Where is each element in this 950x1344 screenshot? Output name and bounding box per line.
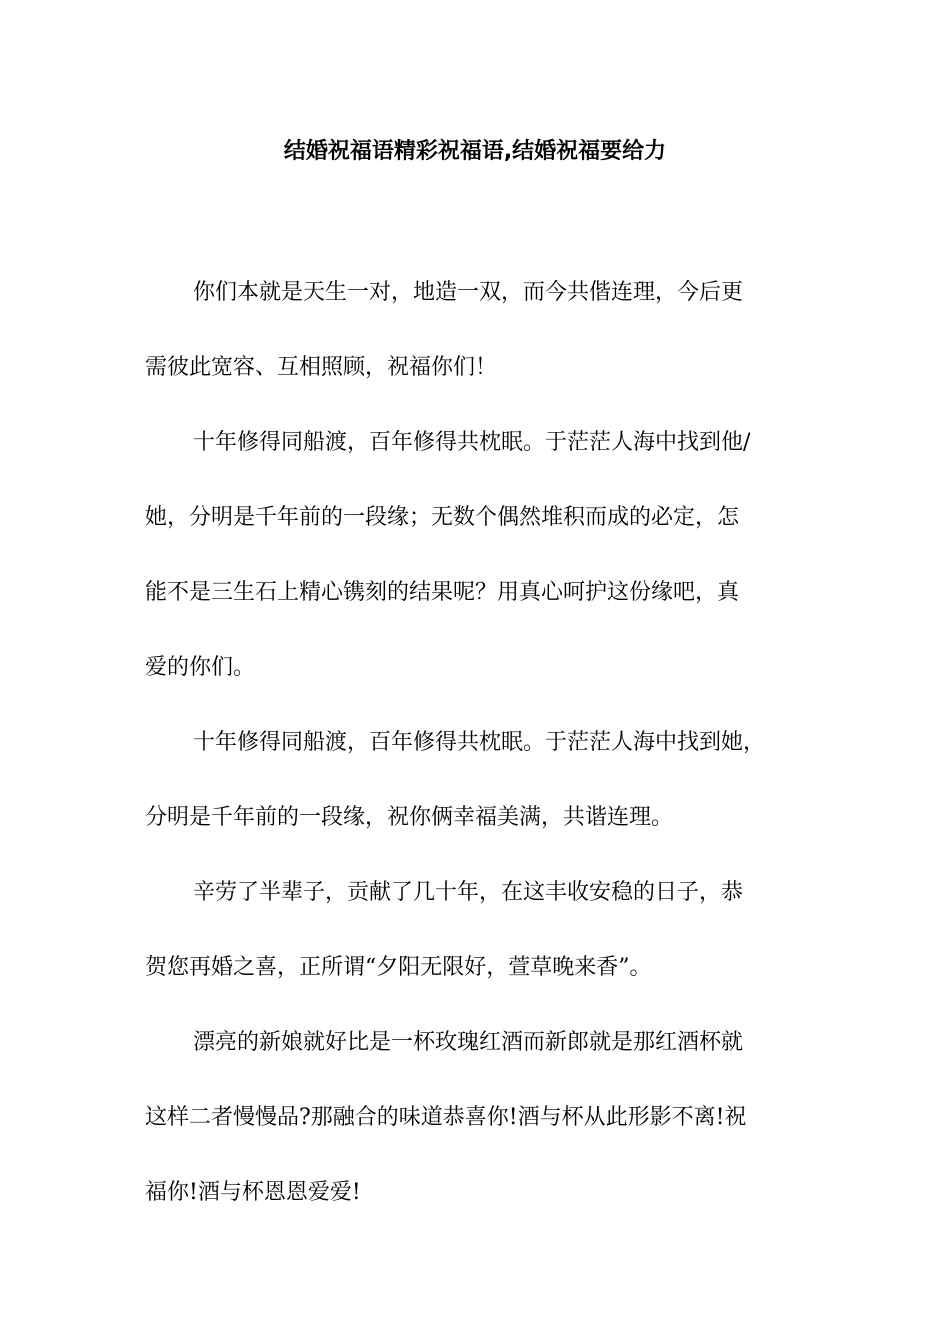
- paragraph-3: [145, 705, 805, 855]
- paragraph-line: 爱的你们。: [145, 655, 256, 680]
- paragraph-1: [145, 255, 805, 405]
- paragraph-line: 你们本就是天生一对，地造一双，而今共偕连理，今后更: [193, 280, 744, 305]
- paragraph-4: [145, 855, 805, 1005]
- paragraph-line: 她，分明是千年前的一段缘；无数个偶然堆积而成的必定，怎: [145, 505, 740, 530]
- paragraph-2: [145, 405, 805, 705]
- paragraph-line: 分明是千年前的一段缘，祝你俩幸福美满，共谐连理。: [145, 805, 674, 830]
- paragraph-line: 贺您再婚之喜，正所谓“夕阳无限好，萱草晚来香”。: [145, 955, 652, 980]
- paragraph-line: 漂亮的新娘就好比是一杯玫瑰红酒而新郎就是那红酒杯就: [193, 1030, 744, 1055]
- paragraph-line: 这样二者慢慢品?那融合的味道恭喜你!酒与杯从此形影不离!祝: [145, 1105, 747, 1130]
- paragraph-5: [145, 1005, 805, 1230]
- paragraph-line: 辛劳了半辈子，贡献了几十年，在这丰收安稳的日子，恭: [193, 880, 744, 905]
- paragraph-line: 十年修得同船渡，百年修得共枕眠。于茫茫人海中找到他/: [193, 430, 751, 455]
- paragraph-line: 能不是三生石上精心镌刻的结果呢？用真心呵护这份缘吧，真: [145, 580, 740, 605]
- paragraph-line: 福你!酒与杯恩恩爱爱!: [145, 1180, 361, 1205]
- document-title: 结婚祝福语精彩祝福语,结婚祝福要给力: [283, 139, 667, 164]
- paragraph-line: 需彼此宽容、互相照顾，祝福你们！: [145, 355, 498, 380]
- paragraph-line: 十年修得同船渡，百年修得共枕眠。于茫茫人海中找到她，: [193, 730, 766, 755]
- document-body: [145, 255, 805, 1230]
